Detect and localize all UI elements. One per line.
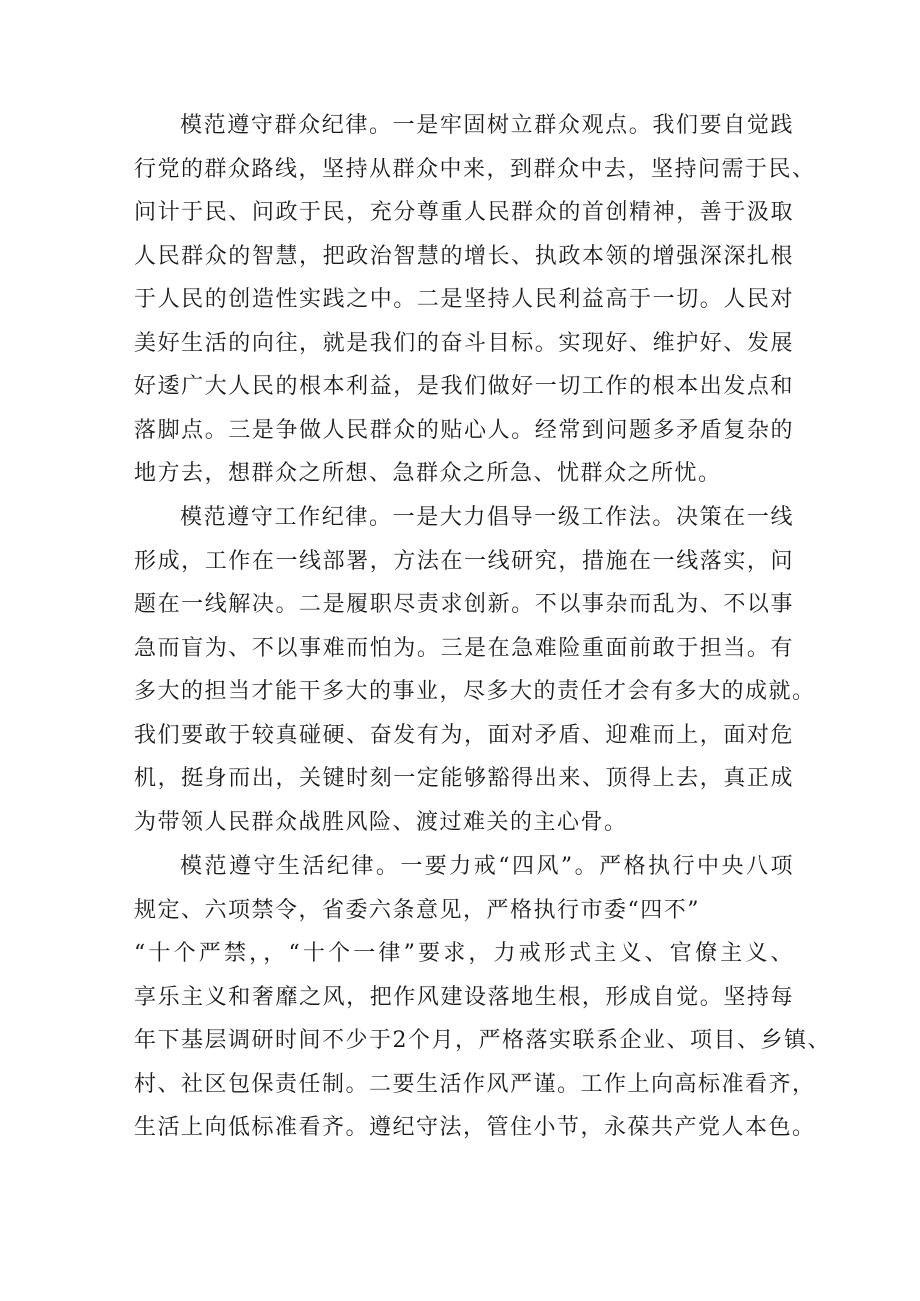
text-line: 好逶广大人民的根本利益，是我们做好一切工作的根本出发点和	[134, 374, 794, 399]
paragraph-life-discipline	[134, 845, 831, 1150]
text-line: 地方去，想群众之所想、急群众之所急、忧群众之所忧。	[134, 461, 722, 486]
text-line: 人民群众的智慧，把政治智慧的增长、执政本领的增强深深扎根	[134, 243, 794, 269]
text-line: 模范遵守群众纪律。一是牢固树立群众观点。我们要自觉践	[180, 113, 794, 138]
text-line: 于人民的创造性实践之中。二是坚持人民利益高于一切。人民对	[134, 287, 794, 312]
text-line: 题在一线解决。二是履职尽责求创新。不以事杂而乱为、不以事	[134, 592, 794, 617]
text-line: 规定、六项禁令，省委六条意见，严格执行市委“四不”	[134, 897, 700, 923]
text-line: 机，挺身而出，关键时刻一定能够豁得出来、顶得上去，真正成	[134, 766, 794, 791]
text-line: 享乐主义和奢靡之风，把作风建设落地生根，形成自觉。坚持每	[134, 984, 794, 1010]
text-line: “十个严禁，，“十个一律”要求，力戒形式主义、官僚主义、	[134, 941, 794, 966]
paragraph-work-discipline	[134, 496, 816, 844]
text-line: 年下基层调研时间不少于2个月，严格落实联系企业、项目、乡镇、	[134, 1028, 831, 1053]
text-line: 为带领人民群众战胜风险、渡过难关的主心骨。	[134, 809, 628, 835]
text-line: 行党的群众路线，坚持从群众中来，到群众中去，坚持问需于民、	[134, 156, 816, 182]
text-line: 村、社区包保责任制。二要生活作风严谨。工作上向高标准看齐，	[134, 1071, 816, 1097]
text-line: 形成，工作在一线部署，方法在一线研究，措施在一线落实，问	[134, 548, 794, 574]
text-line: 模范遵守生活纪律。一要力戒“四风”。严格执行中央八项	[180, 854, 794, 879]
text-line: 美好生活的向往，就是我们的奋斗目标。实现好、维护好、发展	[134, 330, 794, 356]
text-line: 问计于民、问政于民，充分尊重人民群众的首创精神，善于汲取	[134, 200, 794, 225]
text-line: 生活上向低标准看齐。遵纪守法，管住小节，永葆共产党人本色。	[134, 1115, 816, 1140]
text-line: 多大的担当才能干多大的事业，尽多大的责任才会有多大的成就。	[134, 679, 816, 704]
text-line: 急而盲为、不以事难而怕为。三是在急难险重面前敢于担当。有	[134, 635, 794, 661]
text-line: 我们要敢于较真碰硬、奋发有为，面对矛盾、迎难而上，面对危	[134, 722, 794, 748]
text-line: 模范遵守工作纪律。一是大力倡导一级工作法。决策在一线	[180, 505, 794, 530]
paragraph-mass-discipline	[134, 104, 816, 496]
text-line: 落脚点。三是争做人民群众的贴心人。经常到问题多矛盾复杂的	[134, 417, 794, 443]
